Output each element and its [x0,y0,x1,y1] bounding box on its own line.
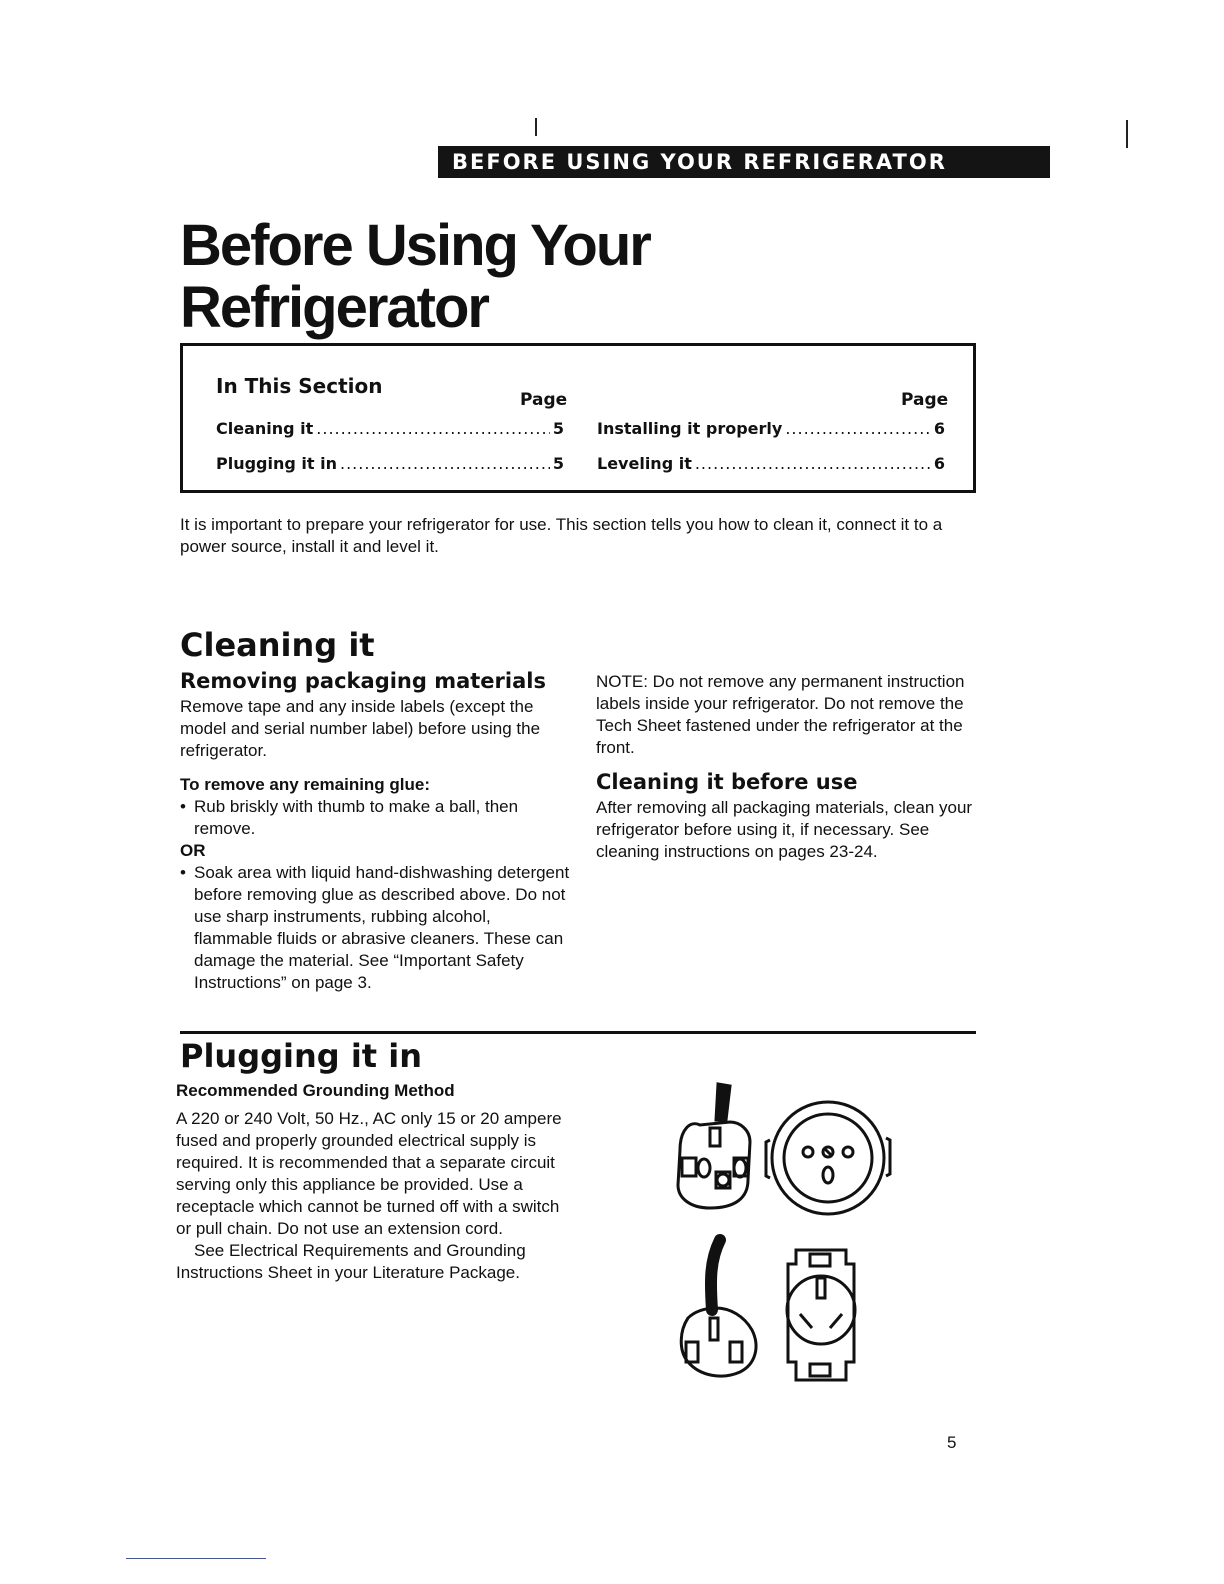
glue-bullet-2: • Soak area with liquid hand-dishwashing detergent before removing glue as described above. Do not use sharp instruments, rubbing alcohol, flammable fluids or abrasive cleaners. These can damage the material. See “Important Safety Instructions” on page 3. [180,862,572,994]
toc-entry-label: Cleaning it [216,419,314,438]
grounding-paragraph-1: A 220 or 240 Volt, 50 Hz., AC only 15 or 20 ampere fused and properly grounded electrical supply is required. It is recommended that a separate circuit serving only this appliance be provided. Use a receptacle which cannot be turned off with a switch or pull chain. Do not use an extension cord. [176,1109,562,1238]
plugging-heading: Plugging it in [180,1037,422,1075]
schuko-plug-icon [678,1084,750,1208]
schuko-outlet-icon [766,1102,890,1214]
toc-entry-page: 5 [552,419,564,438]
plug-outlet-illustration [660,1080,900,1390]
section-banner: BEFORE USING YOUR REFRIGERATOR [438,146,1050,178]
toc-entry-plugging[interactable] [216,454,564,473]
three-pin-plug-icon [681,1240,756,1376]
three-pin-outlet-icon [787,1250,855,1380]
cleaning-left-column [180,668,572,994]
cleaning-heading: Cleaning it [180,626,375,664]
scan-tick-mark [535,118,537,136]
toc-page-label-right: Page [901,390,949,410]
grounding-paragraph-2: See Electrical Requirements and Grounding Instructions Sheet in your Literature Package. [176,1241,526,1282]
toc-page-label-left: Page [520,390,568,410]
toc-entry-label: Plugging it in [216,454,337,473]
intro-paragraph: It is important to prepare your refrigerator for use. This section tells you how to clean it, connect it to a power source, install it and level it. [180,515,943,556]
plugging-text-column [176,1080,566,1284]
toc-entry-installing[interactable] [597,419,945,438]
glue-or-label: OR [180,841,206,860]
glue-bullet-1: • Rub briskly with thumb to make a ball, then remove. [180,796,572,840]
toc-entry-page: 5 [552,454,564,473]
toc-entry-page: 6 [933,454,945,473]
in-this-section-box [180,343,976,493]
toc-entry-label: Leveling it [597,454,692,473]
toc-entry-cleaning[interactable] [216,419,564,438]
toc-entry-label: Installing it properly [597,419,783,438]
section-divider [180,1031,976,1034]
footer-rule [126,1558,266,1559]
remove-glue-heading: To remove any remaining glue: [180,775,431,794]
cleaning-right-column [596,671,976,863]
page-title: Before Using Your Refrigerator [180,213,650,340]
cleaning-before-use-text: After removing all packaging materials, clean your refrigerator before using it, if necessary. See cleaning instructions on pages 23-24. [596,798,973,861]
cleaning-before-use-heading: Cleaning it before use [596,770,858,794]
note-text: NOTE: Do not remove any permanent instruction labels inside your refrigerator. Do not remove the Tech Sheet fastened under the refrigerator at the front. [596,672,965,757]
toc-heading: In This Section [216,374,383,398]
toc-entry-leveling[interactable] [597,454,945,473]
toc-entry-page: 6 [933,419,945,438]
removing-packaging-text: Remove tape and any inside labels (except the model and serial number label) before using the refrigerator. [180,697,541,760]
scan-tick-mark [1126,120,1128,148]
grounding-method-heading: Recommended Grounding Method [176,1081,455,1100]
removing-packaging-heading: Removing packaging materials [180,669,546,693]
page-number: 5 [947,1433,957,1452]
